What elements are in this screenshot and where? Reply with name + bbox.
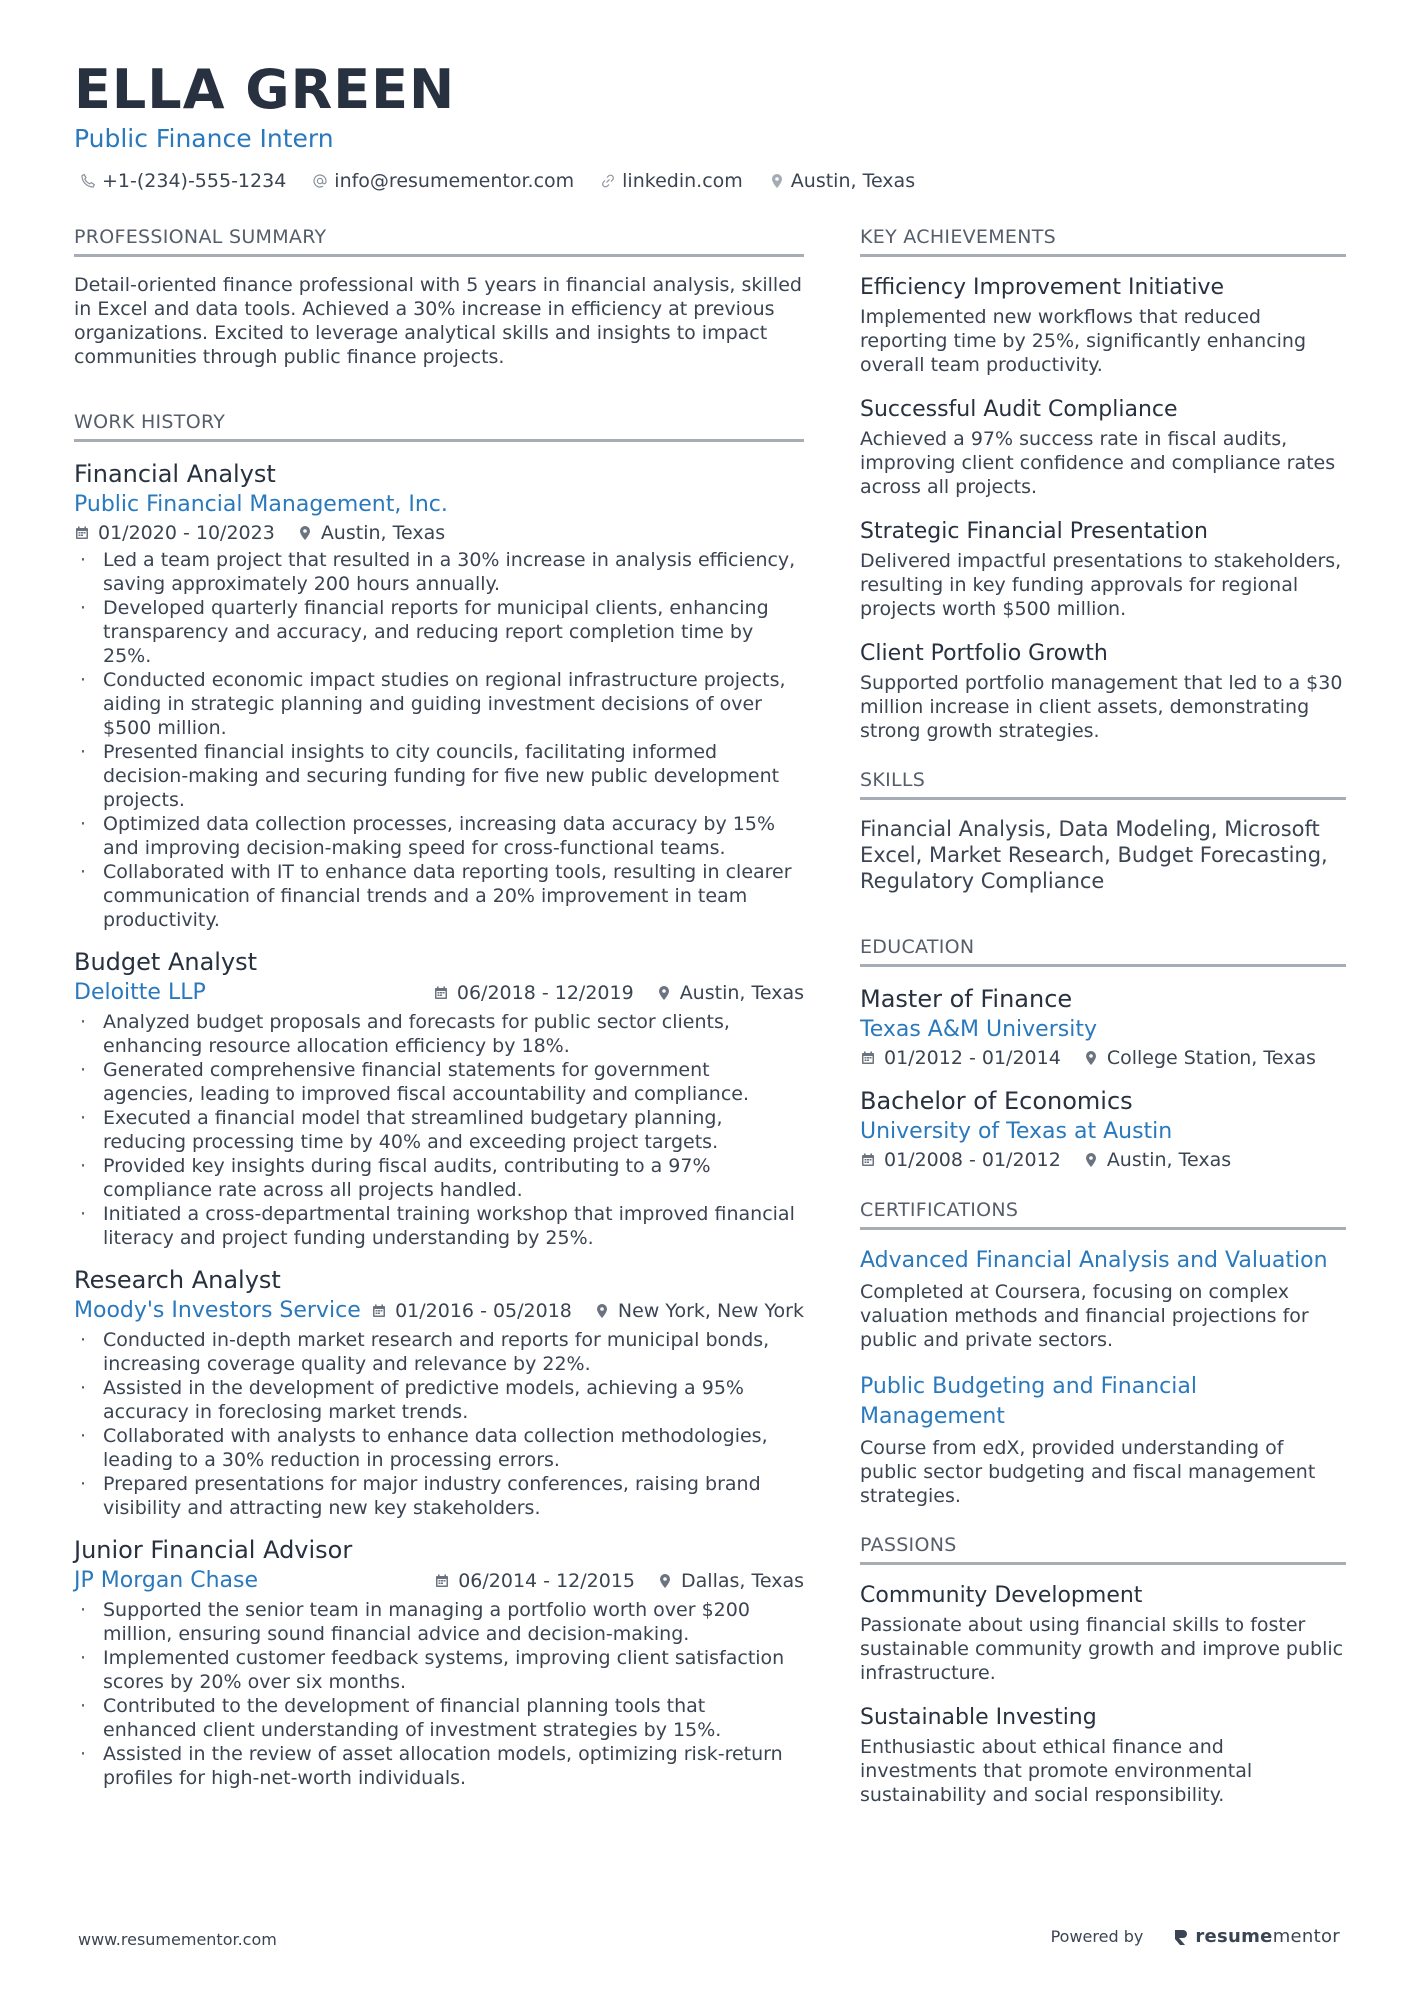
- calendar-icon: [860, 1152, 876, 1168]
- job-dates-text: 06/2014 - 12/2015: [458, 1570, 636, 1592]
- passion-item: [860, 1581, 1346, 1685]
- location-pin-icon: [1083, 1152, 1099, 1168]
- brand-rest: mentor: [1272, 1926, 1340, 1947]
- education-dates-text: 01/2008 - 01/2012: [884, 1149, 1061, 1171]
- achievements-heading: KEY ACHIEVEMENTS: [860, 226, 1346, 257]
- achievement-item: [860, 517, 1346, 621]
- achievement-title: Strategic Financial Presentation: [860, 519, 1208, 544]
- contact-phone: [80, 170, 286, 192]
- job-entry: [74, 1534, 804, 1790]
- bullet-item: · Supported the senior team in managing a portfolio worth over $200 million, ensuring sound financial advice and decision-making.: [74, 1598, 804, 1646]
- achievement-title: Successful Audit Compliance: [860, 397, 1178, 422]
- location-pin-icon: [1083, 1050, 1099, 1066]
- job-title: Financial Analyst: [74, 460, 276, 488]
- linkedin-text[interactable]: linkedin.com: [622, 170, 743, 192]
- calendar-icon: [433, 985, 449, 1001]
- certifications-heading: CERTIFICATIONS: [860, 1199, 1346, 1230]
- bullet-item: · Executed a financial model that streamlined budgetary planning, reducing processing time by 40% and exceeding project targets.: [74, 1106, 804, 1154]
- location-pin-icon: [769, 173, 785, 189]
- certification-item: [860, 1372, 1346, 1508]
- bullet-item: · Assisted in the development of predictive models, achieving a 95% accuracy in foreclosing market trends.: [74, 1376, 804, 1424]
- summary-text: Detail-oriented finance professional with 5 years in financial analysis, skilled in Excel and data tools. Achieved a 30% increase in efficiency at previous organizations. Excited to leverage analytical skills and insights to impact communities through public finance projects.: [74, 274, 802, 368]
- education-meta: [860, 1045, 1346, 1071]
- job-bullets: [74, 1010, 804, 1250]
- bullet-item: · Prepared presentations for major industry conferences, raising brand visibility and attracting new key stakeholders.: [74, 1472, 804, 1520]
- job-title: Budget Analyst: [74, 948, 258, 976]
- right-column: [860, 226, 1346, 1825]
- bullet-item: · Developed quarterly financial reports for municipal clients, enhancing transparency and accuracy, and reducing report completion time by 25%.: [74, 596, 804, 668]
- achievement-desc: Delivered impactful presentations to stakeholders, resulting in key funding approvals for regional projects worth $500 million.: [860, 550, 1342, 620]
- job-entry: [74, 946, 804, 1250]
- contact-bar: [80, 170, 915, 192]
- bullet-item: · Contributed to the development of financial planning tools that enhanced client understanding of investment strategies by 15%.: [74, 1694, 804, 1742]
- location-text: Austin, Texas: [790, 170, 916, 192]
- calendar-icon: [434, 1573, 450, 1589]
- education-location: [1083, 1147, 1231, 1173]
- work-history-heading: WORK HISTORY: [74, 411, 804, 442]
- bullet-item: · Optimized data collection processes, increasing data accuracy by 15% and improving decision-making speed for cross-functional teams.: [74, 812, 804, 860]
- job-bullets: [74, 1598, 804, 1790]
- job-meta: [434, 1568, 804, 1594]
- skills-text: Financial Analysis, Data Modeling, Microsoft Excel, Market Research, Budget Forecasting, Regulatory Compliance: [860, 817, 1328, 893]
- job-bullets: [74, 1328, 804, 1520]
- bullet-item: · Generated comprehensive financial statements for government agencies, leading to improved fiscal accountability and compliance.: [74, 1058, 804, 1106]
- brand-logo[interactable]: [1173, 1926, 1340, 1947]
- bullet-item: · Assisted in the review of asset allocation models, optimizing risk-return profiles for high-net-worth individuals.: [74, 1742, 804, 1790]
- certification-title: Advanced Financial Analysis and Valuation: [860, 1248, 1328, 1273]
- footer-branding: [1051, 1926, 1340, 1947]
- job-dates-text: 01/2020 - 10/2023: [98, 522, 275, 544]
- calendar-icon: [860, 1050, 876, 1066]
- degree-title: Master of Finance: [860, 985, 1073, 1013]
- bullet-item: · Initiated a cross-departmental training workshop that improved financial literacy and project funding understanding by 25%.: [74, 1202, 804, 1250]
- achievement-item: [860, 395, 1346, 499]
- certification-desc: Course from edX, provided understanding of public sector budgeting and fiscal management strategies.: [860, 1437, 1316, 1507]
- passion-title: Community Development: [860, 1583, 1143, 1608]
- passion-title: Sustainable Investing: [860, 1705, 1097, 1730]
- contact-location: [769, 170, 915, 192]
- school-name: Texas A&M University: [860, 1017, 1097, 1042]
- job-dates: [74, 520, 275, 546]
- email-text[interactable]: info@resumementor.com: [334, 170, 575, 192]
- job-entry: [74, 458, 804, 932]
- job-location: [594, 1298, 804, 1324]
- bullet-item: · Presented financial insights to city councils, facilitating informed decision-making and securing funding for five new public development projects.: [74, 740, 804, 812]
- achievement-desc: Supported portfolio management that led to a $30 million increase in client assets, demonstrating strong growth strategies.: [860, 672, 1343, 742]
- education-location-text: College Station, Texas: [1106, 1047, 1316, 1069]
- education-item: [860, 1085, 1346, 1173]
- job-location-text: New York, New York: [617, 1300, 804, 1322]
- company-name: Deloitte LLP: [74, 980, 206, 1005]
- skills-heading: SKILLS: [860, 769, 1346, 800]
- education-dates: [860, 1147, 1061, 1173]
- certification-item: [860, 1246, 1346, 1352]
- link-icon: [600, 173, 616, 189]
- job-title: Research Analyst: [74, 1266, 281, 1294]
- job-meta: [74, 520, 804, 546]
- company-name: Moody's Investors Service: [74, 1298, 361, 1323]
- bullet-item: · Collaborated with analysts to enhance data collection methodologies, leading to a 30% reduction in processing errors.: [74, 1424, 804, 1472]
- bullet-item: · Conducted economic impact studies on regional infrastructure projects, aiding in strategic planning and guiding investment decisions of over $500 million.: [74, 668, 804, 740]
- location-pin-icon: [297, 525, 313, 541]
- achievement-title: Efficiency Improvement Initiative: [860, 275, 1225, 300]
- passion-desc: Passionate about using financial skills to foster sustainable community growth and improve public infrastructure.: [860, 1614, 1344, 1684]
- education-dates: [860, 1045, 1061, 1071]
- job-dates: [371, 1298, 572, 1324]
- bullet-item: · Conducted in-depth market research and reports for municipal bonds, increasing coverage quality and relevance by 22%.: [74, 1328, 804, 1376]
- job-meta: [433, 980, 804, 1006]
- location-pin-icon: [657, 1573, 673, 1589]
- bullet-item: · Led a team project that resulted in a 30% increase in analysis efficiency, saving approximately 200 hours annually.: [74, 548, 804, 596]
- job-entry: [74, 1264, 804, 1520]
- location-pin-icon: [594, 1303, 610, 1319]
- job-bullets: [74, 548, 804, 932]
- job-dates: [433, 980, 634, 1006]
- bullet-item: · Implemented customer feedback systems, improving client satisfaction scores by 20% over six months.: [74, 1646, 804, 1694]
- job-location-text: Dallas, Texas: [681, 1570, 804, 1592]
- summary-heading: PROFESSIONAL SUMMARY: [74, 226, 804, 257]
- achievement-desc: Implemented new workflows that reduced reporting time by 25%, significantly enhancing overall team productivity.: [860, 306, 1307, 376]
- achievement-title: Client Portfolio Growth: [860, 641, 1108, 666]
- certification-desc: Completed at Coursera, focusing on complex valuation methods and financial projections for public and private sectors.: [860, 1281, 1309, 1351]
- job-location: [656, 980, 804, 1006]
- achievement-item: [860, 273, 1346, 377]
- contact-linkedin: [600, 170, 743, 192]
- job-dates-text: 01/2016 - 05/2018: [395, 1300, 572, 1322]
- bullet-item: · Collaborated with IT to enhance data reporting tools, resulting in clearer communication of financial trends and a 20% improvement in team productivity.: [74, 860, 804, 932]
- passion-desc: Enthusiastic about ethical finance and investments that promote environmental sustainability and social responsibility.: [860, 1736, 1253, 1806]
- job-location: [657, 1568, 804, 1594]
- calendar-icon: [74, 525, 90, 541]
- at-icon: [312, 173, 328, 189]
- company-row: [74, 1296, 804, 1326]
- brand-bold: resume: [1195, 1926, 1273, 1947]
- location-pin-icon: [656, 985, 672, 1001]
- company-name: Public Financial Management, Inc.: [74, 492, 448, 517]
- job-meta: [371, 1298, 804, 1324]
- education-location-text: Austin, Texas: [1106, 1149, 1232, 1171]
- job-dates: [434, 1568, 635, 1594]
- company-row: [74, 978, 804, 1008]
- school-name: University of Texas at Austin: [860, 1119, 1173, 1144]
- powered-by-label: Powered by: [1050, 1927, 1144, 1946]
- job-location: [297, 520, 445, 546]
- education-meta: [860, 1147, 1346, 1173]
- left-column: [74, 226, 804, 1804]
- degree-title: Bachelor of Economics: [860, 1087, 1133, 1115]
- education-item: [860, 983, 1346, 1071]
- achievement-item: [860, 639, 1346, 743]
- job-location-text: Austin, Texas: [679, 982, 804, 1004]
- company-row: [74, 1566, 804, 1596]
- education-location: [1083, 1045, 1316, 1071]
- company-name: JP Morgan Chase: [74, 1568, 259, 1593]
- contact-email: [312, 170, 574, 192]
- passions-heading: PASSIONS: [860, 1534, 1346, 1565]
- certification-title: Public Budgeting and Financial Management: [860, 1374, 1197, 1429]
- calendar-icon: [371, 1303, 387, 1319]
- education-heading: EDUCATION: [860, 936, 1346, 967]
- job-dates-text: 06/2018 - 12/2019: [456, 982, 634, 1004]
- phone-text: +1-(234)-555-1234: [102, 170, 287, 192]
- job-location-text: Austin, Texas: [320, 522, 446, 544]
- passion-item: [860, 1703, 1346, 1807]
- footer-website[interactable]: www.resumementor.com: [78, 1930, 277, 1949]
- phone-icon: [80, 173, 96, 189]
- candidate-title: Public Finance Intern: [74, 124, 334, 153]
- candidate-name: ELLA GREEN: [74, 58, 456, 121]
- achievement-desc: Achieved a 97% success rate in fiscal audits, improving client confidence and compliance rates across all projects.: [860, 428, 1336, 498]
- resumementor-logo-icon: [1173, 1928, 1189, 1946]
- education-dates-text: 01/2012 - 01/2014: [884, 1047, 1061, 1069]
- job-title: Junior Financial Advisor: [74, 1536, 353, 1564]
- bullet-item: · Provided key insights during fiscal audits, contributing to a 97% compliance rate across all projects handled.: [74, 1154, 804, 1202]
- bullet-item: · Analyzed budget proposals and forecasts for public sector clients, enhancing resource allocation efficiency by 18%.: [74, 1010, 804, 1058]
